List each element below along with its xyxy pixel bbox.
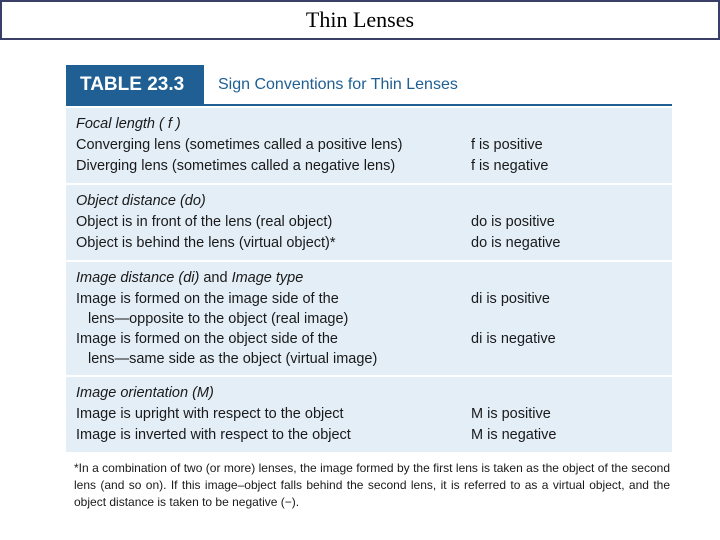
table-row: [76, 425, 662, 446]
table-row: [76, 135, 662, 156]
section-heading: Object distance (do): [76, 193, 206, 209]
section-focal-length: [66, 108, 672, 183]
slide-title: Thin Lenses: [305, 7, 415, 32]
slide-title-bar: [0, 0, 720, 40]
row-condition: Image is upright with respect to the object: [76, 406, 344, 422]
section-heading: Image orientation (M): [76, 385, 214, 401]
row-sign: f is positive: [471, 137, 543, 153]
row-sign: do is negative: [471, 235, 561, 251]
row-sign: f is negative: [471, 158, 549, 174]
section-heading-part: Image type: [231, 270, 304, 286]
section-object-distance: [66, 185, 672, 260]
table-row: [76, 404, 662, 425]
table-row: [76, 233, 662, 254]
section-heading-part: Image distance (di): [76, 270, 200, 286]
table-number: TABLE 23.3: [66, 65, 204, 104]
row-condition: Object is in front of the lens (real object): [76, 214, 333, 230]
row-condition: Image is inverted with respect to the object: [76, 427, 351, 443]
section-image-orientation: [66, 377, 672, 452]
section-heading-conjunction: and: [199, 270, 232, 286]
table-row: [76, 289, 662, 329]
section-heading: Focal length ( f ): [76, 116, 181, 132]
row-condition-line: Image is formed on the object side of the: [76, 331, 338, 347]
row-sign: M is negative: [471, 427, 557, 443]
table-footnote: *In a combination of two (or more) lenses, the image formed by the first lens is taken as the object of the second lens (and so on). If this image–object falls behind the second lens, it is referred to as a virtual object, and the object distance is taken to be negative (−).: [74, 461, 670, 509]
table-header: [66, 65, 672, 104]
table-row: [76, 212, 662, 233]
table-row: [76, 156, 662, 177]
table-header-rule: [66, 104, 672, 106]
row-condition-line: lens—opposite to the object (real image): [88, 311, 349, 327]
sign-conventions-table: [66, 65, 672, 511]
table-row: [76, 329, 662, 369]
section-heading: [76, 268, 662, 289]
row-condition: [76, 289, 471, 329]
section-image-distance: [66, 262, 672, 375]
row-condition: Converging lens (sometimes called a positive lens): [76, 137, 403, 153]
row-sign: di is negative: [471, 331, 556, 347]
row-condition: [76, 329, 471, 369]
row-sign: M is positive: [471, 406, 551, 422]
row-condition-line: lens—same side as the object (virtual image): [88, 351, 378, 367]
table-caption: Sign Conventions for Thin Lenses: [204, 65, 672, 104]
row-condition: Diverging lens (sometimes called a negative lens): [76, 158, 396, 174]
row-condition: Object is behind the lens (virtual object)*: [76, 235, 336, 251]
row-sign: do is positive: [471, 214, 555, 230]
row-condition-line: Image is formed on the image side of the: [76, 291, 339, 307]
row-sign: di is positive: [471, 291, 550, 307]
